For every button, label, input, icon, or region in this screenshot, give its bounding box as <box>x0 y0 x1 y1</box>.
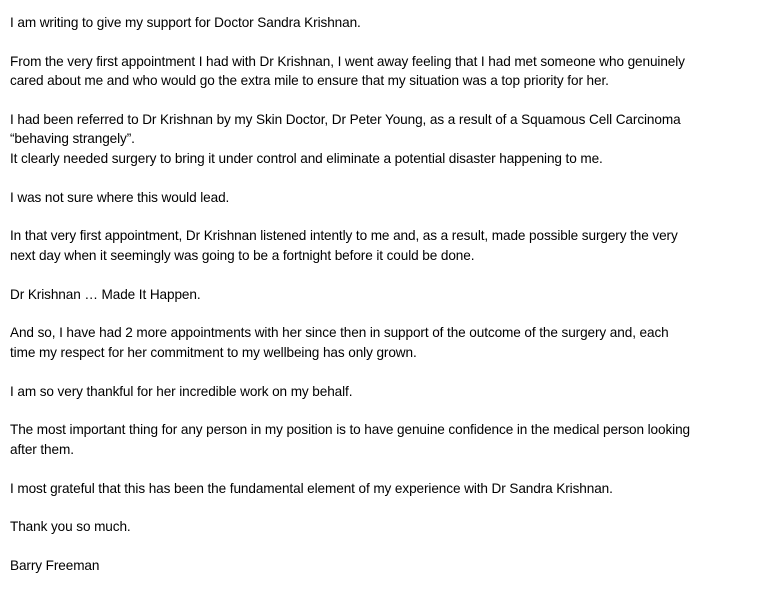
text-line: Dr Krishnan … Made It Happen. <box>10 286 201 302</box>
text-line: next day when it seemingly was going to be a fortnight before it could be done. <box>10 247 475 263</box>
text-line: I most grateful that this has been the fundamental element of my experience with Dr Sandra Krishnan. <box>10 480 613 496</box>
paragraph-follow-up <box>10 323 762 362</box>
text-line: I am so very thankful for her incredible work on my behalf. <box>10 383 353 399</box>
text-line: I was not sure where this would lead. <box>10 189 230 205</box>
paragraph-referral <box>10 110 762 168</box>
signature <box>10 556 762 575</box>
paragraph-grateful <box>10 479 762 498</box>
text-line: The most important thing for any person in my position is to have genuine confidence in the medical person looking <box>10 422 691 438</box>
text-line: And so, I have had 2 more appointments with her since then in support of the outcome of the surgery and, each <box>10 325 669 341</box>
paragraph-confidence <box>10 420 762 459</box>
text-line: “behaving strangely”. <box>10 131 135 147</box>
paragraph-uncertainty <box>10 188 762 207</box>
text-line: Thank you so much. <box>10 519 131 535</box>
paragraph-thankful <box>10 382 762 401</box>
paragraph-surgery <box>10 226 762 265</box>
text-line: after them. <box>10 441 74 457</box>
text-line: time my respect for her commitment to my wellbeing has only grown. <box>10 344 417 360</box>
text-line: cared about me and who would go the extra mile to ensure that my situation was a top priority for her. <box>10 73 609 89</box>
text-line: I am writing to give my support for Doctor Sandra Krishnan. <box>10 15 361 30</box>
paragraph-closing <box>10 517 762 536</box>
text-line: I had been referred to Dr Krishnan by my Skin Doctor, Dr Peter Young, as a result of a Squamous Cell Carcinoma <box>10 112 681 127</box>
text-line: From the very first appointment I had with Dr Krishnan, I went away feeling that I had met someone who genuinely <box>10 53 685 69</box>
paragraph-opening <box>10 13 762 32</box>
text-line: It clearly needed surgery to bring it under control and eliminate a potential disaster happening to me. <box>10 150 603 166</box>
signature-name: Barry Freeman <box>10 558 100 574</box>
paragraph-made-it-happen <box>10 285 762 304</box>
letter-body <box>10 13 762 576</box>
text-line: In that very first appointment, Dr Krishnan listened intently to me and, as a result, made possible surgery the very <box>10 228 678 244</box>
paragraph-first-appointment <box>10 52 762 91</box>
